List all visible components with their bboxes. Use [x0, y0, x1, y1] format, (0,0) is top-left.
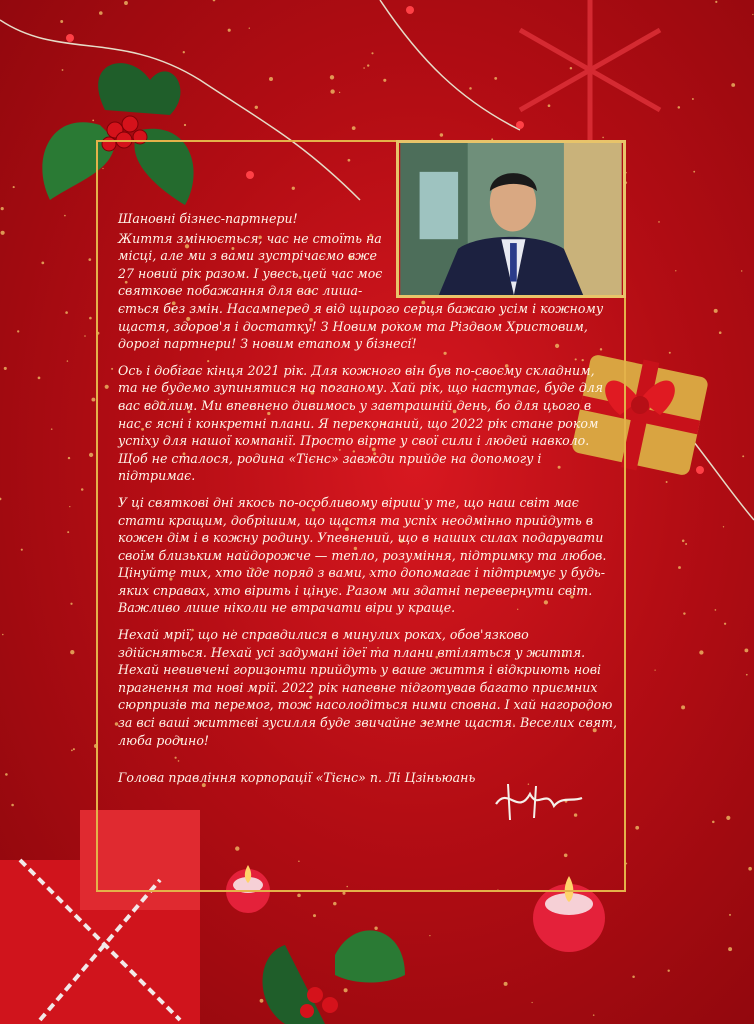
letter-paragraph: ється без змін. Насамперед я від щирого серця бажаю усім і кожному щастя, здоров'я і достатку! З Новим роком та Різдвом Христовим, дорогі партнери! З новим етапом у бізнесі! — [118, 300, 604, 352]
letter-line: місці, але ми з вами зустрічаємо вже — [118, 248, 377, 264]
letter-greeting: Шановні бізнес-партнери! — [118, 211, 298, 226]
letter-line: Життя змінюється, час не стоїть на — [118, 230, 382, 246]
letter-paragraph: Ось і добігає кінця 2021 рік. Для кожного він був по-своєму складним, та не будемо зупинятися на поганому. Хай рік, що наступає, буде для вас вдалим. Ми впевнено дивимось у завтрашній день, бо для цього в нас є ясні і конкретні плани. Я переконаний, що 2022 рік стане роком успіху для нашої компанії. Просто вірте у свої сили і людей навколо. Щоб не сталося, родина «Тієнс» завжди прийде на допомогу і підтримає. — [118, 362, 604, 484]
letter-body — [118, 210, 618, 758]
letter-paragraph: У ці святкові дні якось по-особливому віриш у те, що наш світ має стати кращим, добрішим, що щастя та успіх неодмінно прийдуть в кожен дім і в кожну родину. Упевнений, що в наших силах подарувати своїм близьким найдорожче — тепло, розуміння, підтримку та любов. Цінуйте тих, хто йде поряд з вами, хто допомагає і підтримує у будь-яких справах, хто вірить і цінує. Разом ми здатні перевернути світ. Важливо лише ніколи не втрачати віри у краще. — [118, 494, 607, 616]
letter-signoff: Голова правління корпорації «Тієнс» п. Лі Цзіньюань — [118, 770, 476, 785]
holly-decoration-icon — [245, 915, 420, 1024]
signature-icon — [488, 776, 588, 826]
letter-line: 27 новий рік разом. І увесь цей час моє — [118, 265, 383, 281]
letter-line: святкове побажання для вас лиша- — [118, 283, 363, 299]
letter-paragraph: Нехай мрії, що не справдилися в минулих роках, обов'язково здійсняться. Нехай усі задумані ідеї та плани втіляться у життя. Нехай невивчені горизонти прийдуть у ваше життя і відкриють нові прагнення та нові мрії. 2022 рік напевне підготував багато приємних сюрпризів та перемог, тож насолодіться ними сповна. І хай нагородою за всі ваші життєві зусилля буде звичайне земне щастя. Веселих свят, люба родино! — [118, 627, 618, 748]
